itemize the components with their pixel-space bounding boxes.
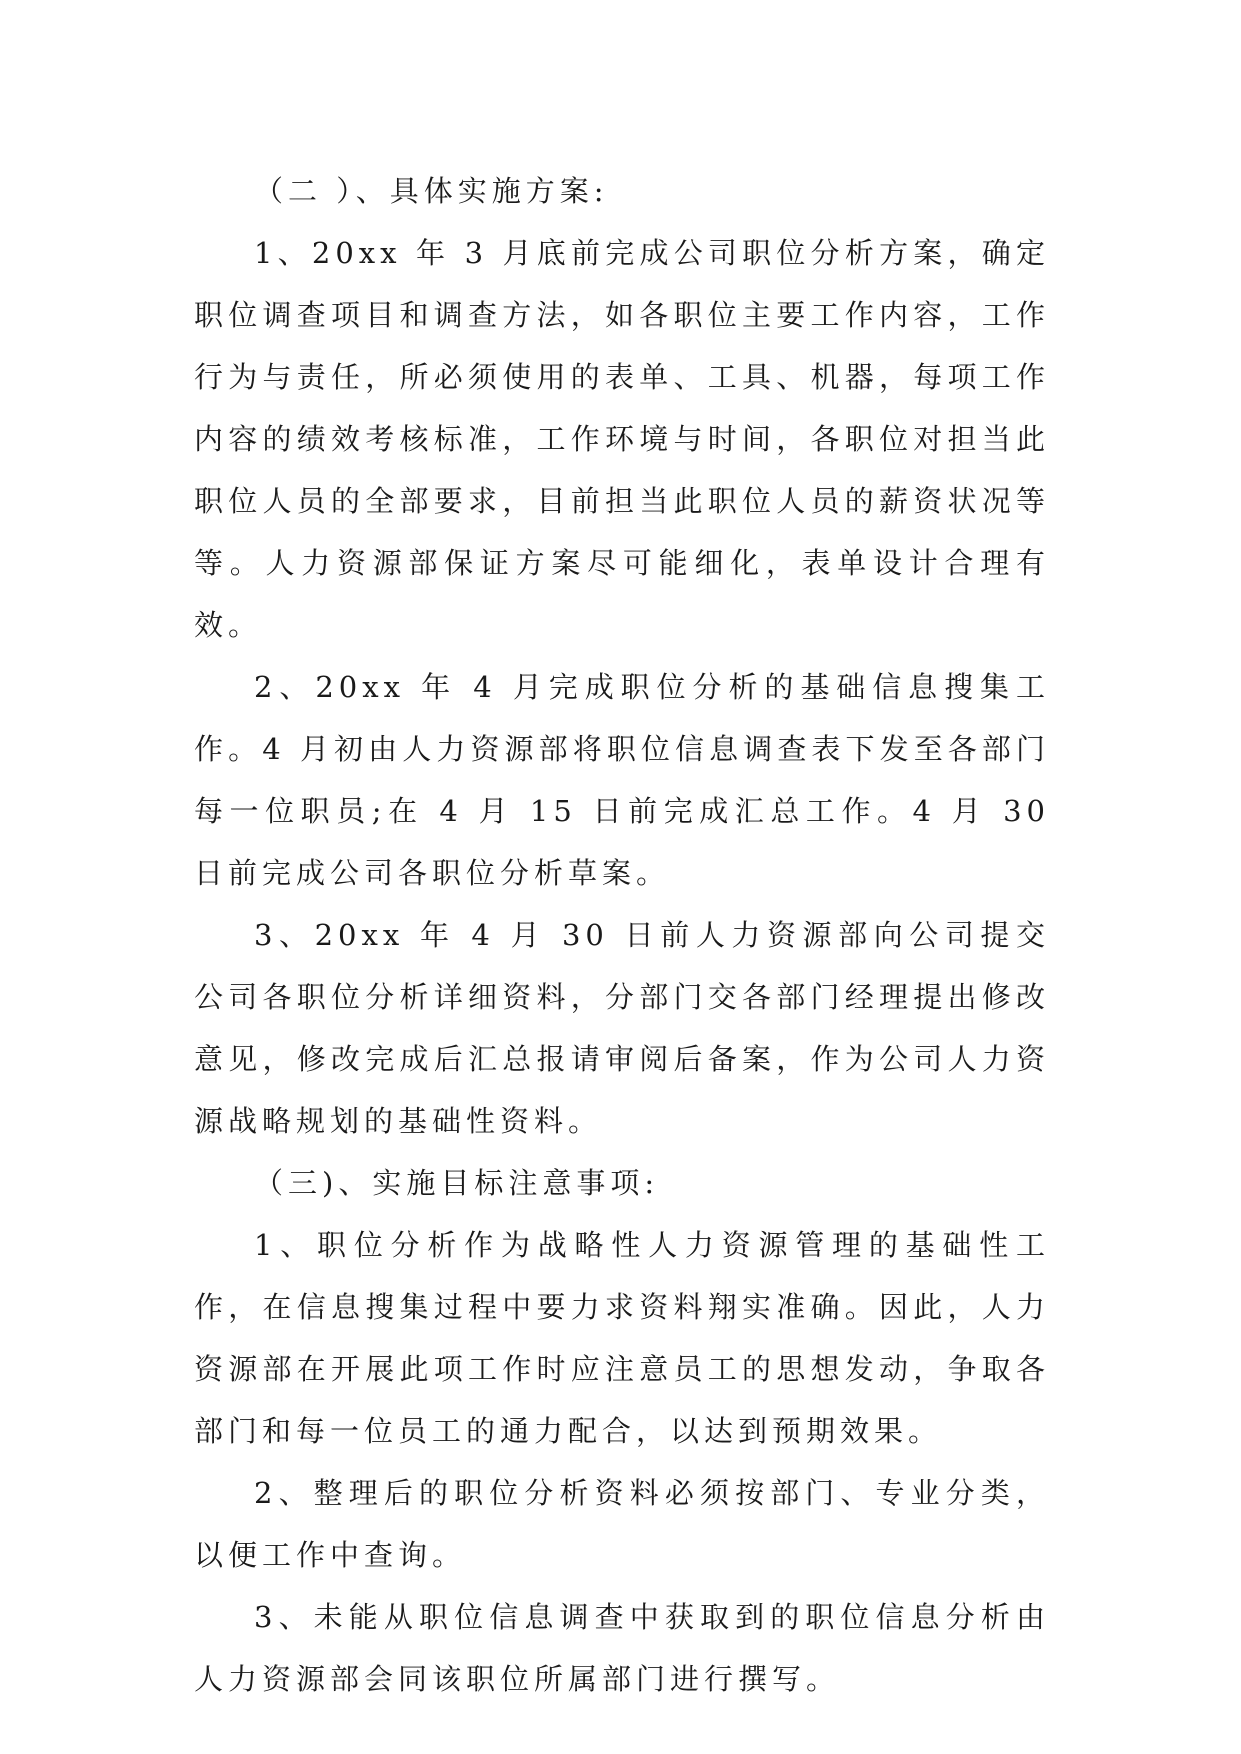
section-heading-implementation-plan: （二 ）、具体实施方案:	[254, 174, 609, 208]
paragraph-note-2: 2、整理后的职位分析资料必须按部门、专业分类，以便工作中查询。	[194, 1476, 1050, 1572]
paragraph-step-2: 2、20xx 年 4 月完成职位分析的基础信息搜集工作。4 月初由人力资源部将职位信息调查表下发至各部门每一位职员;在 4 月 15 日前完成汇总工作。4 月 30 日前完成公司各职位分析草案。	[194, 670, 1050, 890]
section-heading-notes: （三)、实施目标注意事项:	[254, 1166, 660, 1200]
paragraph-step-3: 3、20xx 年 4 月 30 日前人力资源部向公司提交公司各职位分析详细资料，分部门交各部门经理提出修改意见，修改完成后汇总报请审阅后备案，作为公司人力资源战略规划的基础性资料。	[194, 918, 1050, 1138]
paragraph-note-1: 1、职位分析作为战略性人力资源管理的基础性工作，在信息搜集过程中要力求资料翔实准确。因此，人力资源部在开展此项工作时应注意员工的思想发动，争取各部门和每一位员工的通力配合，以达到预期效果。	[194, 1228, 1050, 1448]
paragraph-step-1: 1、20xx 年 3 月底前完成公司职位分析方案，确定职位调查项目和调查方法，如各职位主要工作内容，工作行为与责任，所必须使用的表单、工具、机器，每项工作内容的绩效考核标准，工作环境与时间，各职位对担当此职位人员的全部要求，目前担当此职位人员的薪资状况等等。人力资源部保证方案尽可能细化，表单设计合理有效。	[194, 236, 1050, 642]
document-body	[194, 160, 1050, 1710]
paragraph-note-3: 3、未能从职位信息调查中获取到的职位信息分析由人力资源部会同该职位所属部门进行撰写。	[194, 1600, 1050, 1696]
